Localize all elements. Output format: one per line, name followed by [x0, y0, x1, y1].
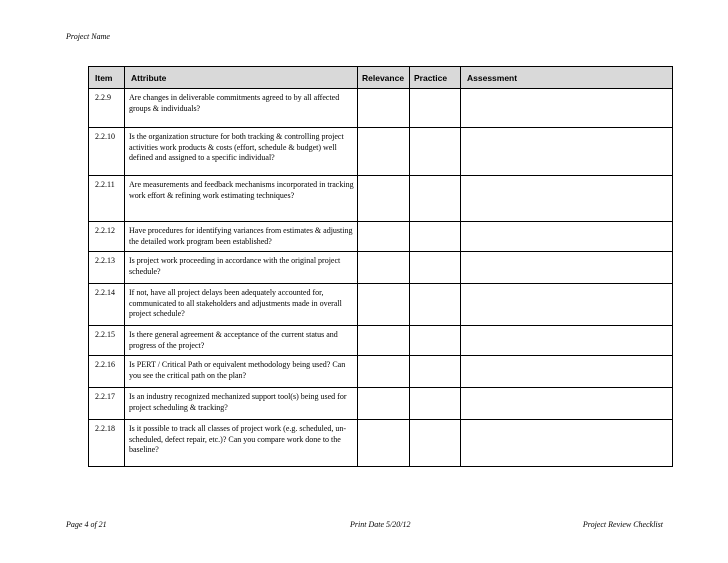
- item-number: 2.2.11: [89, 176, 125, 222]
- table-row: [89, 388, 673, 420]
- practice-cell[interactable]: [410, 388, 461, 420]
- table-row: [89, 128, 673, 176]
- column-header-relevance: Relevance: [358, 67, 410, 89]
- relevance-cell[interactable]: [358, 252, 410, 284]
- attribute-text: Is there general agreement & acceptance of the current status and progress of the project?: [125, 326, 358, 356]
- item-number: 2.2.14: [89, 284, 125, 326]
- assessment-cell[interactable]: [461, 128, 673, 176]
- column-header-attribute: Attribute: [125, 67, 358, 89]
- practice-cell[interactable]: [410, 252, 461, 284]
- table-row: [89, 252, 673, 284]
- assessment-cell[interactable]: [461, 252, 673, 284]
- relevance-cell[interactable]: [358, 326, 410, 356]
- attribute-text: Is the organization structure for both tracking & controlling project activities work products & costs (effort, schedule & budget) well defined and assigned to a specific individual?: [125, 128, 358, 176]
- page-number: Page 4 of 21: [66, 520, 107, 529]
- attribute-text: Have procedures for identifying variances from estimates & adjusting the detailed work program been established?: [125, 222, 358, 252]
- item-number: 2.2.16: [89, 356, 125, 388]
- review-checklist-table: [88, 66, 673, 467]
- item-number: 2.2.18: [89, 420, 125, 467]
- assessment-cell[interactable]: [461, 388, 673, 420]
- relevance-cell[interactable]: [358, 284, 410, 326]
- table-row: [89, 222, 673, 252]
- attribute-text: Is project work proceeding in accordance with the original project schedule?: [125, 252, 358, 284]
- relevance-cell[interactable]: [358, 128, 410, 176]
- assessment-cell[interactable]: [461, 284, 673, 326]
- table-row: [89, 284, 673, 326]
- column-header-assessment: Assessment: [461, 67, 673, 89]
- assessment-cell[interactable]: [461, 222, 673, 252]
- table-row: [89, 326, 673, 356]
- relevance-cell[interactable]: [358, 176, 410, 222]
- attribute-text: Is it possible to track all classes of project work (e.g. scheduled, un-scheduled, defect repair, etc.)? Can you compare work done to the baseline?: [125, 420, 358, 467]
- practice-cell[interactable]: [410, 284, 461, 326]
- attribute-text: If not, have all project delays been adequately accounted for, communicated to all stakeholders and adjustments made in overall project schedule?: [125, 284, 358, 326]
- item-number: 2.2.17: [89, 388, 125, 420]
- attribute-text: Is an industry recognized mechanized support tool(s) being used for project scheduling & tracking?: [125, 388, 358, 420]
- document-title: Project Review Checklist: [582, 520, 663, 529]
- practice-cell[interactable]: [410, 222, 461, 252]
- table-header-row: [89, 67, 673, 89]
- practice-cell[interactable]: [410, 89, 461, 128]
- item-number: 2.2.10: [89, 128, 125, 176]
- practice-cell[interactable]: [410, 176, 461, 222]
- table-row: [89, 89, 673, 128]
- print-date: Print Date 5/20/12: [350, 520, 411, 529]
- item-number: 2.2.15: [89, 326, 125, 356]
- relevance-cell[interactable]: [358, 356, 410, 388]
- relevance-cell[interactable]: [358, 89, 410, 128]
- practice-cell[interactable]: [410, 420, 461, 467]
- assessment-cell[interactable]: [461, 420, 673, 467]
- attribute-text: Is PERT / Critical Path or equivalent methodology being used? Can you see the critical path on the plan?: [125, 356, 358, 388]
- assessment-cell[interactable]: [461, 89, 673, 128]
- attribute-text: Are measurements and feedback mechanisms incorporated in tracking work effort & refining work estimating techniques?: [125, 176, 358, 222]
- practice-cell[interactable]: [410, 356, 461, 388]
- assessment-cell[interactable]: [461, 176, 673, 222]
- table-row: [89, 356, 673, 388]
- attribute-text: Are changes in deliverable commitments agreed to by all affected groups & individuals?: [125, 89, 358, 128]
- assessment-cell[interactable]: [461, 326, 673, 356]
- assessment-cell[interactable]: [461, 356, 673, 388]
- table-row: [89, 420, 673, 467]
- relevance-cell[interactable]: [358, 388, 410, 420]
- relevance-cell[interactable]: [358, 222, 410, 252]
- relevance-cell[interactable]: [358, 420, 410, 467]
- column-header-practice: Practice: [410, 67, 461, 89]
- item-number: 2.2.13: [89, 252, 125, 284]
- project-name-header: Project Name: [66, 32, 110, 41]
- table-row: [89, 176, 673, 222]
- item-number: 2.2.9: [89, 89, 125, 128]
- item-number: 2.2.12: [89, 222, 125, 252]
- practice-cell[interactable]: [410, 128, 461, 176]
- column-header-item: Item: [89, 67, 125, 89]
- practice-cell[interactable]: [410, 326, 461, 356]
